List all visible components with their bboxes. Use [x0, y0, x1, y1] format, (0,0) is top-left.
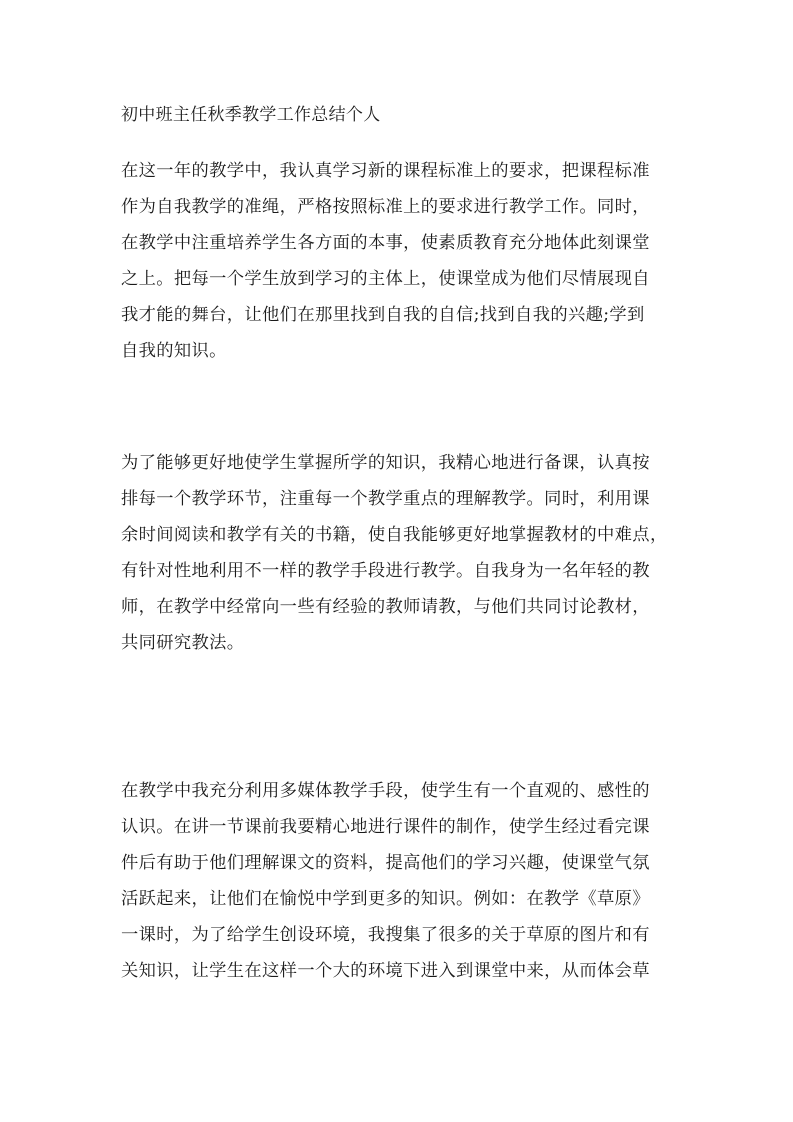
- text-line: 排每一个教学环节，注重每一个教学重点的理解教学。同时，利用课: [121, 489, 650, 509]
- text-line: 为了能够更好地使学生掌握所学的知识，我精心地进行备课，认真按: [121, 453, 650, 473]
- text-line: 自我的知识。: [121, 341, 227, 361]
- text-line: 在这一年的教学中，我认真学习新的课程标准上的要求，把课程标准: [121, 161, 650, 181]
- text-line: 一课时，为了给学生创设环境，我搜集了很多的关于草原的图片和有: [121, 925, 650, 945]
- paragraph-1: [121, 153, 677, 369]
- text-line: 共同研究教法。: [121, 633, 245, 653]
- text-line: 在教学中注重培养学生各方面的本事，使素质教育充分地体此刻课堂: [121, 233, 650, 253]
- document-title: 初中班主任秋季教学工作总结个人: [121, 105, 381, 125]
- text-line: 在教学中我充分利用多媒体教学手段，使学生有一个直观的、感性的: [121, 781, 650, 801]
- text-line: 之上。把每一个学生放到学习的主体上，使课堂成为他们尽情展现自: [121, 269, 650, 289]
- paragraph-3: [121, 773, 677, 989]
- text-line: 作为自我教学的准绳，严格按照标准上的要求进行教学工作。同时，: [121, 197, 650, 217]
- text-line: 余时间阅读和教学有关的书籍，使自我能够更好地掌握教材的中难点，: [121, 525, 668, 545]
- text-line: 认识。在讲一节课前我要精心地进行课件的制作，使学生经过看完课: [121, 817, 650, 837]
- text-line: 有针对性地利用不一样的教学手段进行教学。自我身为一名年轻的教: [121, 561, 650, 581]
- paragraph-2: [121, 445, 677, 661]
- text-line: 件后有助于他们理解课文的资料，提高他们的学习兴趣，使课堂气氛: [121, 853, 650, 873]
- text-line: 师，在教学中经常向一些有经验的教师请教，与他们共同讨论教材，: [121, 597, 650, 617]
- text-line: 我才能的舞台，让他们在那里找到自我的自信;找到自我的兴趣;学到: [121, 305, 645, 325]
- text-line: 活跃起来，让他们在愉悦中学到更多的知识。例如：在教学《草原》: [121, 889, 650, 909]
- text-line: 关知识，让学生在这样一个大的环境下进入到课堂中来，从而体会草: [121, 961, 650, 981]
